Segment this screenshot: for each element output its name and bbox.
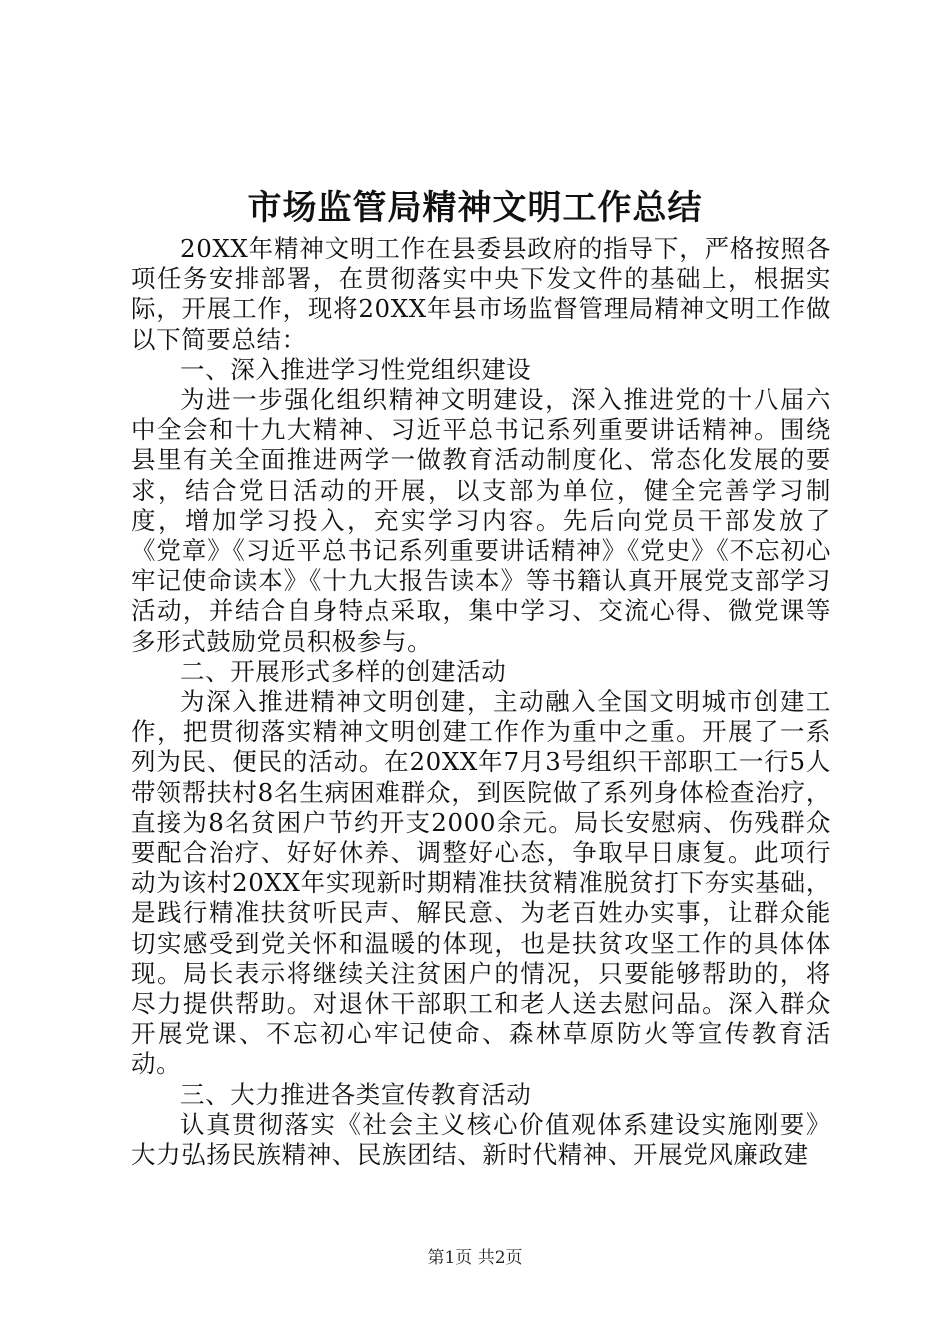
section-heading-3: 三、大力推进各类宣传教育活动	[180, 1079, 532, 1109]
intro-paragraph: 20XX年精神文明工作在县委县政府的指导下，严格按照各项任务安排部署，在贯彻落实中央下发文件的基础上，根据实际，开展工作，现将20XX年县市场监督管理局精神文明工作做以下简要总结：	[131, 234, 831, 354]
section-heading-2: 二、开展形式多样的创建活动	[180, 656, 507, 686]
section-paragraph-2: 为深入推进精神文明创建，主动融入全国文明城市创建工作，把贯彻落实精神文明创建工作作为重中之重。开展了一系列为民、便民的活动。在20XX年7月3号组织干部职工一行5人带领帮扶村8名生病困难群众，到医院做了系列身体检查治疗，直接为8名贫困户节约开支2000余元。局长安慰病、伤残群众要配合治疗、好好休养、调整好心态，争取早日康复。此项行动为该村20XX年实现新时期精准扶贫精准脱贫打下夯实基础，是践行精准扶贫听民声、解民意、为老百姓办实事，让群众能切实感受到党关怀和温暖的体现，也是扶贫攻坚工作的具体体现。局长表示将继续关注贫困户的情况，只要能够帮助的，将尽力提供帮助。对退休干部职工和老人送去慰问品。深入群众开展党课、不忘初心牢记使命、森林草原防火等宣传教育活动。	[131, 687, 831, 1079]
section-paragraph-3: 认真贯彻落实《社会主义核心价值观体系建设实施刚要》大力弘扬民族精神、民族团结、新时代精神、开展党风廉政建	[131, 1109, 831, 1170]
document-body	[131, 234, 831, 1170]
page-number-footer: 第1页 共2页	[427, 1248, 523, 1268]
section-heading-1: 一、深入推进学习性党组织建设	[180, 354, 532, 384]
document-title: 市场监管局精神文明工作总结	[247, 188, 703, 228]
section-paragraph-1: 为进一步强化组织精神文明建设，深入推进党的十八届六中全会和十九大精神、习近平总书记系列重要讲话精神。围绕县里有关全面推进两学一做教育活动制度化、常态化发展的要求，结合党日活动的开展，以支部为单位，健全完善学习制度，增加学习投入，充实学习内容。先后向党员干部发放了《党章》《习近平总书记系列重要讲话精神》《党史》《不忘初心牢记使命读本》《十九大报告读本》等书籍认真开展党支部学习活动，并结合自身特点采取，集中学习、交流心得、微党课等多形式鼓励党员积极参与。	[131, 385, 831, 656]
